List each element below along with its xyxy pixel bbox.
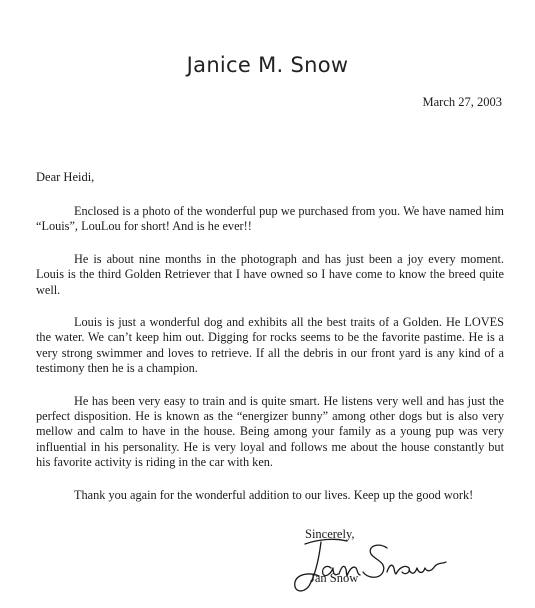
paragraph-3: Louis is just a wonderful dog and exhibits all the best traits of a Golden. He LOVES the water. We can’t keep him out. Digging for rocks seems to be the favorite pastime. He is a very strong swimmer and loves to retrieve. If all the debris in our front yard is any kind of a testimony then he is a champion. [36, 315, 504, 376]
printed-name: Jan Snow [310, 571, 359, 585]
salutation: Dear Heidi, [36, 170, 95, 184]
paragraph-4: He has been very easy to train and is quite smart. He listens very well and has just the perfect disposition. He is known as the “energizer bunny” among other dogs but is also very mellow and calm to have in the house. Being among your family as a young pup was very influential in his personality. He is very loyal and follows me about the house constantly but his favorite activity is riding in the car with ken. [36, 393, 504, 470]
closing: Sincerely, [305, 527, 355, 541]
paragraph-5: Thank you again for the wonderful addition to our lives. Keep up the good work! [74, 487, 474, 502]
letterhead-name: Janice M. Snow [186, 53, 349, 77]
letter-date: March 27, 2003 [422, 95, 502, 109]
paragraph-1: Enclosed is a photo of the wonderful pup we purchased from you. We have named him “Louis”, LouLou for short! And is he ever!! [36, 204, 504, 234]
letter-body [36, 204, 504, 520]
paragraph-2: He is about nine months in the photograph and has just been a joy every moment. Louis is the third Golden Retriever that I have owned so I have come to know the breed quite well. [36, 251, 504, 297]
handwritten-signature [283, 528, 453, 598]
